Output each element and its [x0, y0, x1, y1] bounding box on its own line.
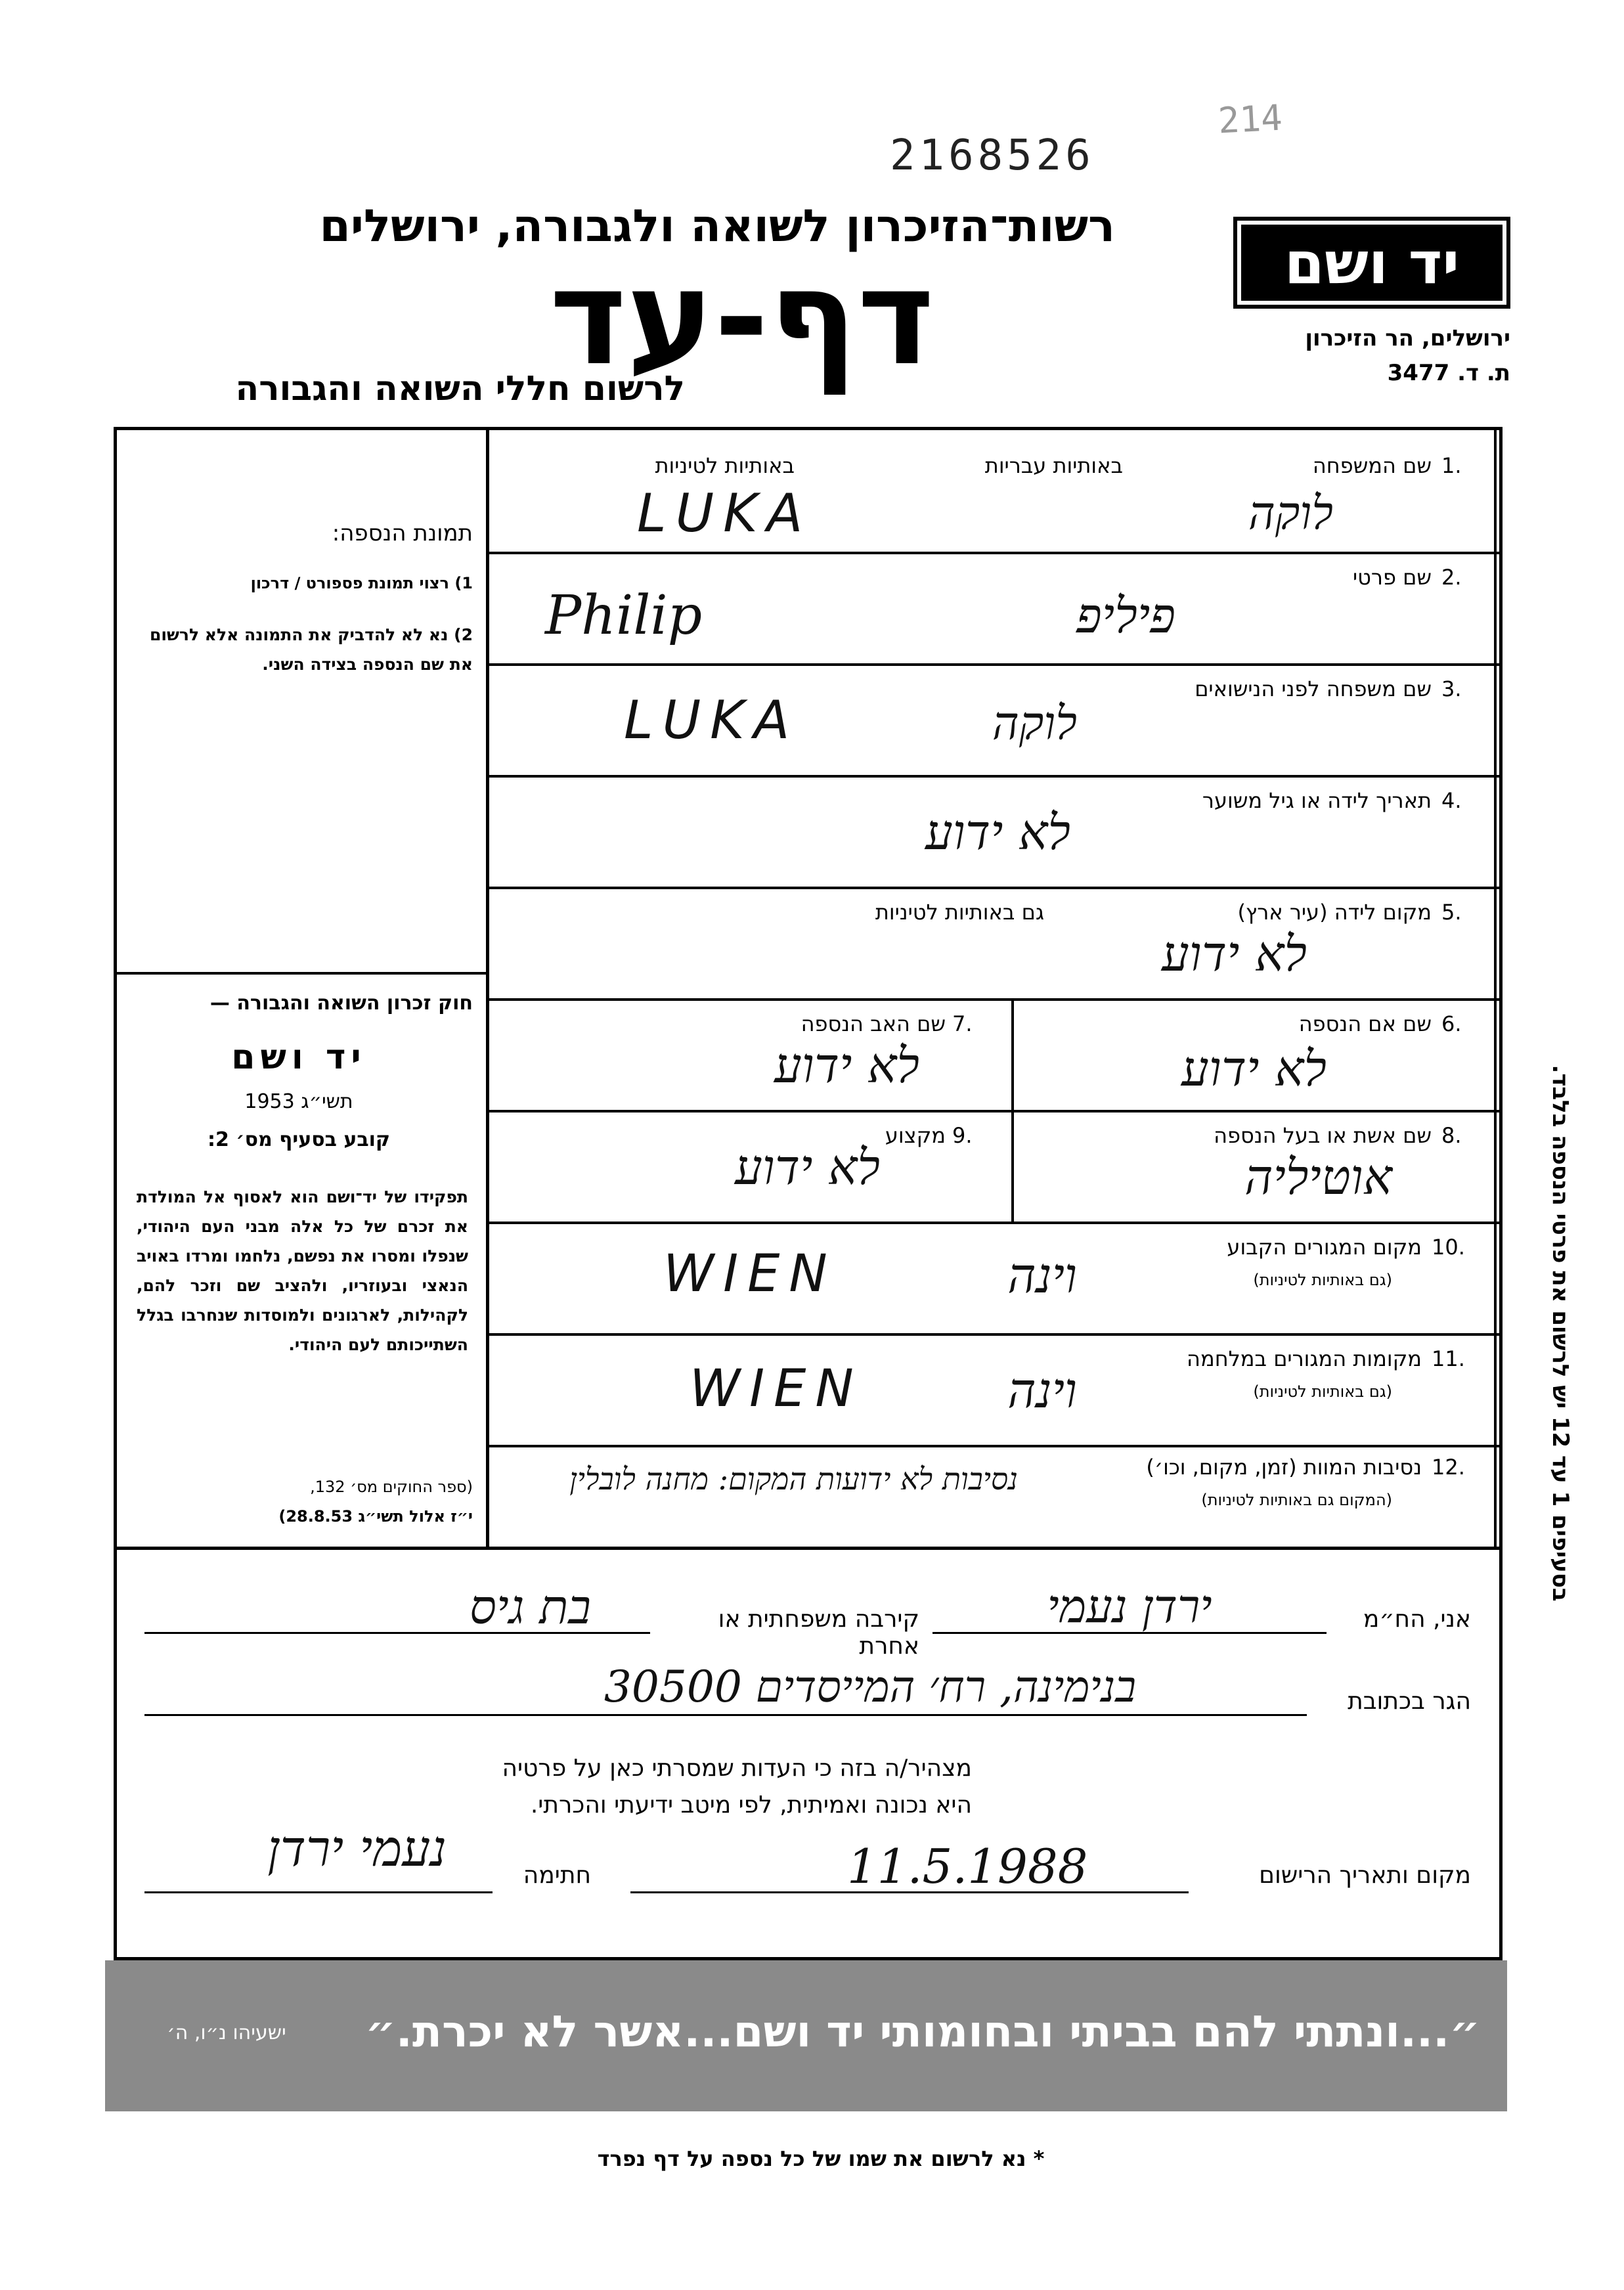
field-4-label: תאריך לידה או גיל משוער	[1202, 788, 1432, 813]
photo-box-item-2	[125, 620, 473, 679]
field-10-sub: (גם באותיות לטיניות)	[1253, 1271, 1392, 1289]
address-underline	[144, 1714, 1307, 1716]
field-2-value-hebrew[interactable]: פיליפ	[1076, 588, 1175, 644]
field-5-number: 5.	[1441, 900, 1462, 925]
field-7-value[interactable]: לא ידוע	[774, 1038, 919, 1094]
signature-value[interactable]: נעמי ירדן	[267, 1819, 447, 1878]
field-4-number: 4.	[1441, 788, 1462, 813]
declaration-relation-label: קירבה משפחתית או אחרת	[718, 1606, 919, 1660]
declaration-address-label: הגר בכתובת	[1348, 1688, 1471, 1715]
address-line-2: ת. ד. 3477	[1387, 360, 1510, 386]
field-2-number: 2.	[1441, 565, 1462, 590]
place-date-label: מקום ותאריך הרישום	[1259, 1862, 1471, 1889]
field-12-label: נסיבות המוות (זמן, מקום, וכו׳)	[1146, 1455, 1422, 1480]
law-clause: קובע בסעיף מס׳ 2:	[207, 1128, 391, 1151]
field-10-label: מקום המגורים הקבוע	[1227, 1235, 1422, 1260]
field-12-number: 12.	[1432, 1455, 1465, 1480]
field-6-label: שם אם הנספה	[1298, 1011, 1432, 1036]
field-8-value[interactable]: אוטיליה	[1244, 1149, 1392, 1206]
logo-text: יד ושם	[1284, 229, 1460, 297]
field-10-value-latin[interactable]: WIEN	[663, 1244, 837, 1304]
field-1-label: שם המשפחה	[1312, 453, 1432, 478]
side-note: בסעיפים 1 עד 12 יש לרשום את פרטי הנספה בלבד.	[1547, 1065, 1573, 1602]
field-8-number: 8.	[1441, 1123, 1462, 1148]
form-title: דף-עד	[549, 242, 934, 395]
photo-item-1-num: 1)	[454, 574, 473, 592]
field-12-value[interactable]: נסיבות לא ידועות המקום: מחנה לובלין	[569, 1461, 1018, 1497]
field-5-label: מקום לידה (עיר ארץ)	[1237, 900, 1432, 925]
field-3-number: 3.	[1441, 676, 1462, 701]
field-1-value-hebrew[interactable]: לוקה	[1248, 486, 1333, 540]
footer-note: * נא לרשום את שמו של כל נספה על דף נפרד	[597, 2146, 1045, 2171]
law-title: יד ושם	[231, 1038, 366, 1077]
field-12-sub: (המקום גם באותיות לטיניות)	[1201, 1491, 1392, 1509]
field-9-value[interactable]: לא ידוע	[735, 1139, 880, 1196]
field-6-number: 6.	[1441, 1011, 1462, 1036]
yad-vashem-logo	[1233, 217, 1510, 309]
field-3-value-latin[interactable]: LUKA	[624, 690, 799, 751]
field-10-number: 10.	[1432, 1235, 1465, 1260]
law-body: תפקידו של יד־ושם הוא לאסוף אל המולדת את זכרם של כל אלה מבני העם היהודי, שנפלו ומסרו את נפשם, נלחמו ומרדו באויב הנאצי ובעוזריו, ולהציב שם וזכר להם, לקהילות, לארגונים ולמוסדות שנחרבו בגלל השתייכותם לעם היהודי.	[137, 1187, 468, 1354]
declaration-relation-value[interactable]: בת גיס	[469, 1579, 591, 1635]
date-value[interactable]: 11.5.1988	[847, 1839, 1088, 1894]
photo-item-1-text: רצוי תמונת פספורט / דרכון	[250, 574, 449, 592]
photo-item-2-text: נא לא להדביק את התמונה אלא לרשום את שם הנספה בצידה השני.	[149, 625, 473, 674]
field-1-col-hebrew: באותיות עבריות	[984, 453, 1123, 478]
field-7-label: שם האב הנספה	[801, 1011, 946, 1036]
field-1-number: 1.	[1441, 453, 1462, 478]
field-6-value[interactable]: לא ידוע	[1181, 1041, 1327, 1097]
law-year: תשי״ג 1953	[244, 1090, 353, 1113]
field-11-value-latin[interactable]: WIEN	[690, 1359, 863, 1419]
field-2-value-latin[interactable]: Philip	[545, 584, 703, 647]
banner-source: ישעיהו נ״ו, ה׳	[167, 2021, 286, 2044]
form-subtitle: לרשום חללי השואה והגבורה	[235, 369, 685, 408]
field-2-label: שם פרטי	[1352, 565, 1432, 590]
field-11-value-hebrew[interactable]: וינה	[1007, 1363, 1077, 1419]
stamp-number: 2168526	[890, 131, 1095, 180]
field-11-label: מקומות המגורים במלחמה	[1187, 1346, 1422, 1371]
law-line-1: חוק זכרון השואה והגבורה —	[209, 992, 473, 1015]
field-7-number: 7.	[952, 1011, 973, 1036]
field-3-label: שם משפחה לפני הנישואים	[1195, 676, 1432, 701]
law-source-2: י״ז אלול תשי״ג 28.8.53)	[278, 1507, 473, 1526]
declaration-name-value[interactable]: ירדן נעמי	[1047, 1579, 1212, 1633]
signature-underline	[144, 1891, 493, 1893]
field-5-value[interactable]: לא ידוע	[1162, 926, 1307, 982]
declaration-i-label: אני, הח״מ	[1363, 1606, 1471, 1633]
field-11-number: 11.	[1432, 1346, 1465, 1371]
field-5-col-latin: גם באותיות לטיניות	[875, 900, 1044, 925]
field-10-value-hebrew[interactable]: וינה	[1007, 1248, 1077, 1304]
field-8-label: שם אשת או בעל הנספה	[1214, 1123, 1432, 1148]
field-3-value-hebrew[interactable]: לוקה	[992, 696, 1077, 750]
banner-quote: ״...ונתתי להם בביתי ובחומותי יד ושם...אשר לא יכרת.״	[364, 2006, 1481, 2057]
photo-item-2-num: 2)	[454, 625, 473, 644]
declaration-statement: מצהיר/ה בזה כי העדות שמסרתי כאן על פרטיה היא נכונה ואמיתית, לפי מיטב ידיעתי והכרתי.	[502, 1755, 972, 1818]
institution-name: רשות־הזיכרון לשואה ולגבורה, ירושלים	[319, 200, 1115, 252]
law-source-1: (ספר החוקים מס׳ 132,	[310, 1478, 473, 1496]
field-9-number: 9.	[952, 1123, 973, 1148]
declaration-address-value[interactable]: בנימינה, רח׳ המייסדים 30500	[604, 1662, 1137, 1712]
photo-box-item-1	[125, 574, 473, 592]
field-1-col-latin: באותיות לטיניות	[655, 453, 795, 478]
field-1-value-latin[interactable]: LUKA	[637, 483, 812, 544]
field-11-sub: (גם באותיות לטיניות)	[1253, 1382, 1392, 1401]
photo-box-title: תמונת הנספה:	[332, 520, 473, 546]
field-4-value[interactable]: לא ידוע	[925, 804, 1070, 861]
address-line-1: ירושלים, הר הזיכרון	[1305, 325, 1510, 351]
top-right-scribble: 214	[1217, 97, 1284, 142]
field-9-label: מקצוע	[885, 1123, 946, 1148]
signature-label: חתימה	[523, 1862, 591, 1889]
